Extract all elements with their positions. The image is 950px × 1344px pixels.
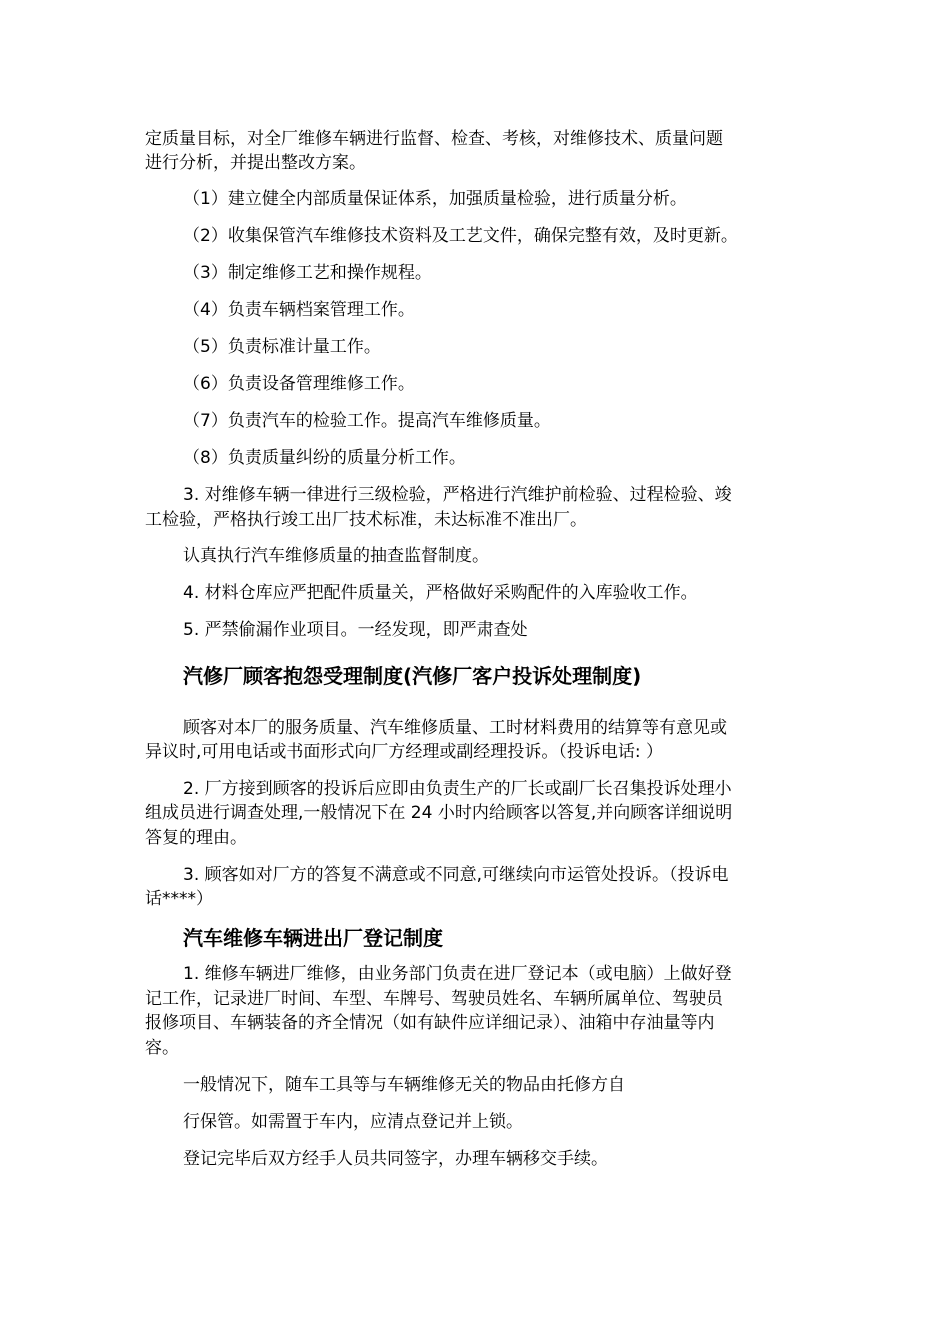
list-item: （8）负责质量纠纷的质量分析工作。 [183,448,466,468]
list-item: （4）负责车辆档案管理工作。 [183,300,415,320]
paragraph-line: 顾客对本厂的服务质量、汽车维修质量、工时材料费用的结算等有意见或 [183,718,727,738]
list-item: （2）收集保管汽车维修技术资料及工艺文件，确保完整有效，及时更新。 [183,226,738,246]
paragraph-line: 5. 严禁偷漏作业项目。一经发现，即严肃查处 [183,620,528,640]
paragraph-line: 定质量目标，对全厂维修车辆进行监督、检查、考核，对维修技术、质量问题 [145,129,723,149]
paragraph-line: 异议时,可用电话或书面形式向厂方经理或副经理投诉。（投诉电话: ） [145,742,664,762]
list-item: （7）负责汽车的检验工作。提高汽车维修质量。 [183,411,551,431]
paragraph-line: 3. 对维修车辆一律进行三级检验，严格进行汽维护前检验、过程检验、竣 [183,485,732,505]
section-heading: 汽车维修车辆进出厂登记制度 [183,926,443,950]
list-item: （6）负责设备管理维修工作。 [183,374,415,394]
list-item: （5）负责标准计量工作。 [183,337,381,357]
paragraph-line: 报修项目、车辆装备的齐全情况（如有缺件应详细记录）、油箱中存油量等内 [145,1013,715,1033]
list-item: （1）建立健全内部质量保证体系，加强质量检验，进行质量分析。 [183,189,687,209]
paragraph-line: 进行分析，并提出整改方案。 [145,153,366,173]
paragraph-line: 答复的理由。 [145,828,247,848]
paragraph-line: 2. 厂方接到顾客的投诉后应即由负责生产的厂长或副厂长召集投诉处理小 [183,779,732,799]
list-item: （3）制定维修工艺和操作规程。 [183,263,432,283]
paragraph-line: 登记完毕后双方经手人员共同签字，办理车辆移交手续。 [183,1149,608,1169]
paragraph-line: 1. 维修车辆进厂维修，由业务部门负责在进厂登记本（或电脑）上做好登 [183,964,732,984]
paragraph-line: 认真执行汽车维修质量的抽查监督制度。 [183,546,489,566]
paragraph-line: 记工作，记录进厂时间、车型、车牌号、驾驶员姓名、车辆所属单位、驾驶员 [145,989,723,1009]
paragraph-line: 行保管。如需置于车内，应清点登记并上锁。 [183,1112,523,1132]
paragraph-line: 工检验，严格执行竣工出厂技术标准，未达标准不准出厂。 [145,510,587,530]
paragraph-line: 4. 材料仓库应严把配件质量关，严格做好采购配件的入库验收工作。 [183,583,698,603]
section-heading: 汽修厂顾客抱怨受理制度(汽修厂客户投诉处理制度) [183,664,642,688]
paragraph-line: 一般情况下，随车工具等与车辆维修无关的物品由托修方自 [183,1075,625,1095]
paragraph-line: 容。 [145,1038,179,1058]
paragraph-line: 组成员进行调查处理,一般情况下在 24 小时内给顾客以答复,并向顾客详细说明 [145,803,733,823]
paragraph-line: 话****） [145,889,213,909]
paragraph-line: 3. 顾客如对厂方的答复不满意或不同意,可继续向市运管处投诉。（投诉电 [183,865,729,885]
